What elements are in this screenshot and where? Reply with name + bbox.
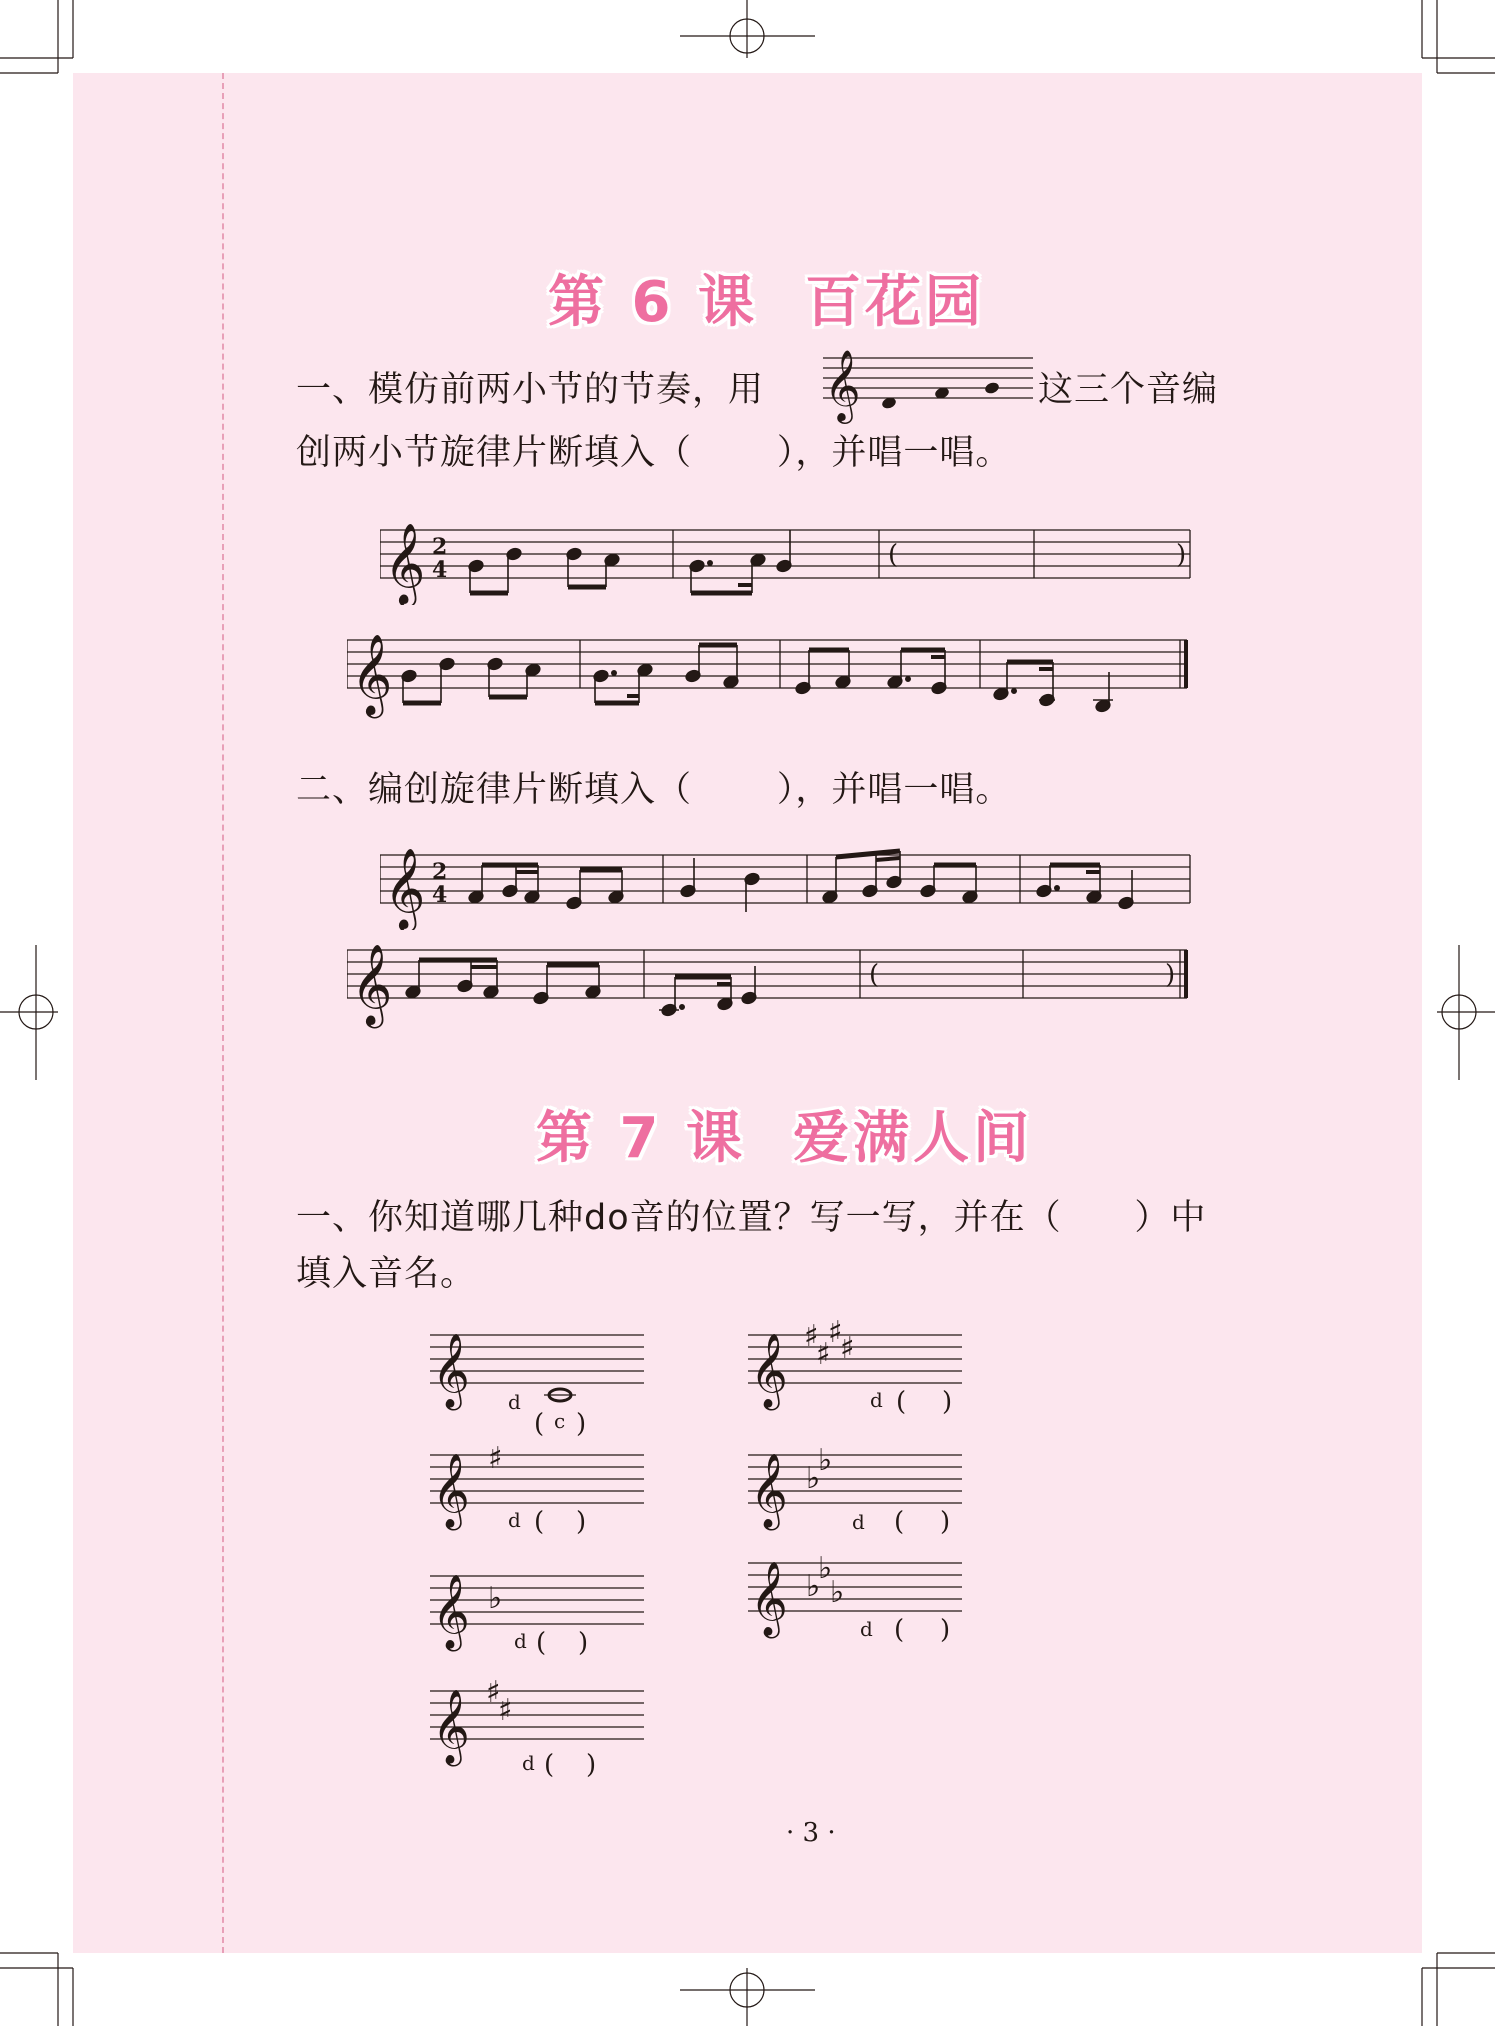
svg-text:(: ( xyxy=(536,1628,547,1658)
note-a xyxy=(984,381,1001,395)
treble-clef-icon: 𝄞 xyxy=(351,943,393,1025)
key-stave-4-sharps xyxy=(748,1312,968,1422)
lesson-7-question-1-line-1: 一、你知道哪几种do音的位置？写一写，并在（ ）中 xyxy=(296,1198,1207,1238)
time-signature-top: 2 xyxy=(432,859,448,885)
lesson-7-question-1-line-2: 填入音名。 xyxy=(296,1254,477,1294)
svg-text:): ) xyxy=(1165,960,1176,990)
svg-text:(: ( xyxy=(534,1507,545,1537)
staff-3 xyxy=(380,830,1195,930)
time-signature-bottom: 4 xyxy=(432,882,448,908)
lesson-6-question-1-line-1b: 这三个音编 xyxy=(1038,370,1219,410)
do-label: d xyxy=(508,1508,521,1532)
key-stave-2-sharps xyxy=(430,1668,650,1783)
treble-clef-icon: 𝄞 xyxy=(750,1334,788,1408)
treble-clef-icon: 𝄞 xyxy=(432,1690,470,1764)
sharp-icon: ♯ xyxy=(486,1675,501,1710)
key-stave-3-flats xyxy=(748,1540,968,1655)
treble-clef-icon: 𝄞 xyxy=(824,348,861,421)
page-number: · 3 · xyxy=(786,1818,836,1848)
flat-icon: ♭ xyxy=(806,1461,821,1496)
flat-icon: ♭ xyxy=(830,1575,845,1610)
sharp-icon: ♯ xyxy=(816,1337,831,1372)
do-label: d xyxy=(860,1617,873,1641)
flat-icon: ♭ xyxy=(806,1569,821,1604)
sharp-icon: ♯ xyxy=(804,1319,819,1354)
lesson-6-question-1-line-2: 创两小节旋律片断填入（ ），并唱一唱。 xyxy=(296,433,1012,473)
time-signature-bottom: 4 xyxy=(432,557,448,583)
lesson-6-title: 第 6 课 百花园 xyxy=(548,270,985,335)
do-label: d xyxy=(522,1751,535,1775)
sharp-icon: ♯ xyxy=(828,1315,843,1350)
treble-clef-icon: 𝄞 xyxy=(432,1334,470,1408)
key-stave-2-flats xyxy=(748,1432,968,1542)
treble-clef-icon: 𝄞 xyxy=(432,1575,470,1649)
svg-text:): ) xyxy=(576,1409,587,1437)
svg-text:): ) xyxy=(578,1628,589,1658)
do-label: d xyxy=(514,1629,527,1653)
svg-text:(: ( xyxy=(896,1387,907,1417)
flat-icon: ♭ xyxy=(488,1581,503,1616)
treble-clef-icon: 𝄞 xyxy=(750,1562,788,1636)
lesson-7-title: 第 7 课 爱满人间 xyxy=(536,1106,1033,1171)
example-answer: c xyxy=(554,1409,566,1433)
key-stave-c-major xyxy=(430,1312,650,1437)
key-stave-1-flat xyxy=(430,1553,650,1663)
svg-text:): ) xyxy=(1176,540,1187,570)
sharp-icon: ♯ xyxy=(488,1441,503,1476)
svg-text:): ) xyxy=(940,1615,951,1645)
time-signature-top: 2 xyxy=(432,534,448,560)
treble-clef-icon: 𝄞 xyxy=(384,847,426,929)
do-label: d xyxy=(870,1388,883,1412)
svg-text:): ) xyxy=(940,1507,951,1537)
do-label: d xyxy=(852,1510,865,1534)
staff-4 xyxy=(347,920,1197,1030)
treble-clef-icon: 𝄞 xyxy=(351,633,393,715)
svg-text:(: ( xyxy=(888,540,899,570)
staff-2 xyxy=(347,610,1197,720)
staff-1 xyxy=(380,505,1195,605)
sharp-icon: ♯ xyxy=(498,1693,513,1728)
treble-clef-icon: 𝄞 xyxy=(432,1454,470,1528)
flat-icon: ♭ xyxy=(818,1443,833,1478)
svg-text:(: ( xyxy=(534,1409,545,1437)
sharp-icon: ♯ xyxy=(840,1331,855,1366)
svg-text:(: ( xyxy=(894,1507,905,1537)
svg-text:): ) xyxy=(576,1507,587,1537)
key-stave-1-sharp xyxy=(430,1432,650,1542)
do-label: d xyxy=(508,1390,521,1414)
treble-clef-icon: 𝄞 xyxy=(384,522,426,604)
svg-text:): ) xyxy=(942,1387,953,1417)
flat-icon: ♭ xyxy=(818,1551,833,1586)
lesson-6-question-2: 二、编创旋律片断填入（ ），并唱一唱。 xyxy=(296,770,1012,810)
svg-text:(: ( xyxy=(894,1615,905,1645)
three-note-staff xyxy=(818,340,1038,430)
treble-clef-icon: 𝄞 xyxy=(750,1454,788,1528)
svg-text:): ) xyxy=(586,1750,597,1780)
lesson-6-question-1-line-1a: 一、模仿前两小节的节奏，用 xyxy=(296,370,765,410)
svg-text:(: ( xyxy=(544,1750,555,1780)
svg-text:(: ( xyxy=(869,960,880,990)
